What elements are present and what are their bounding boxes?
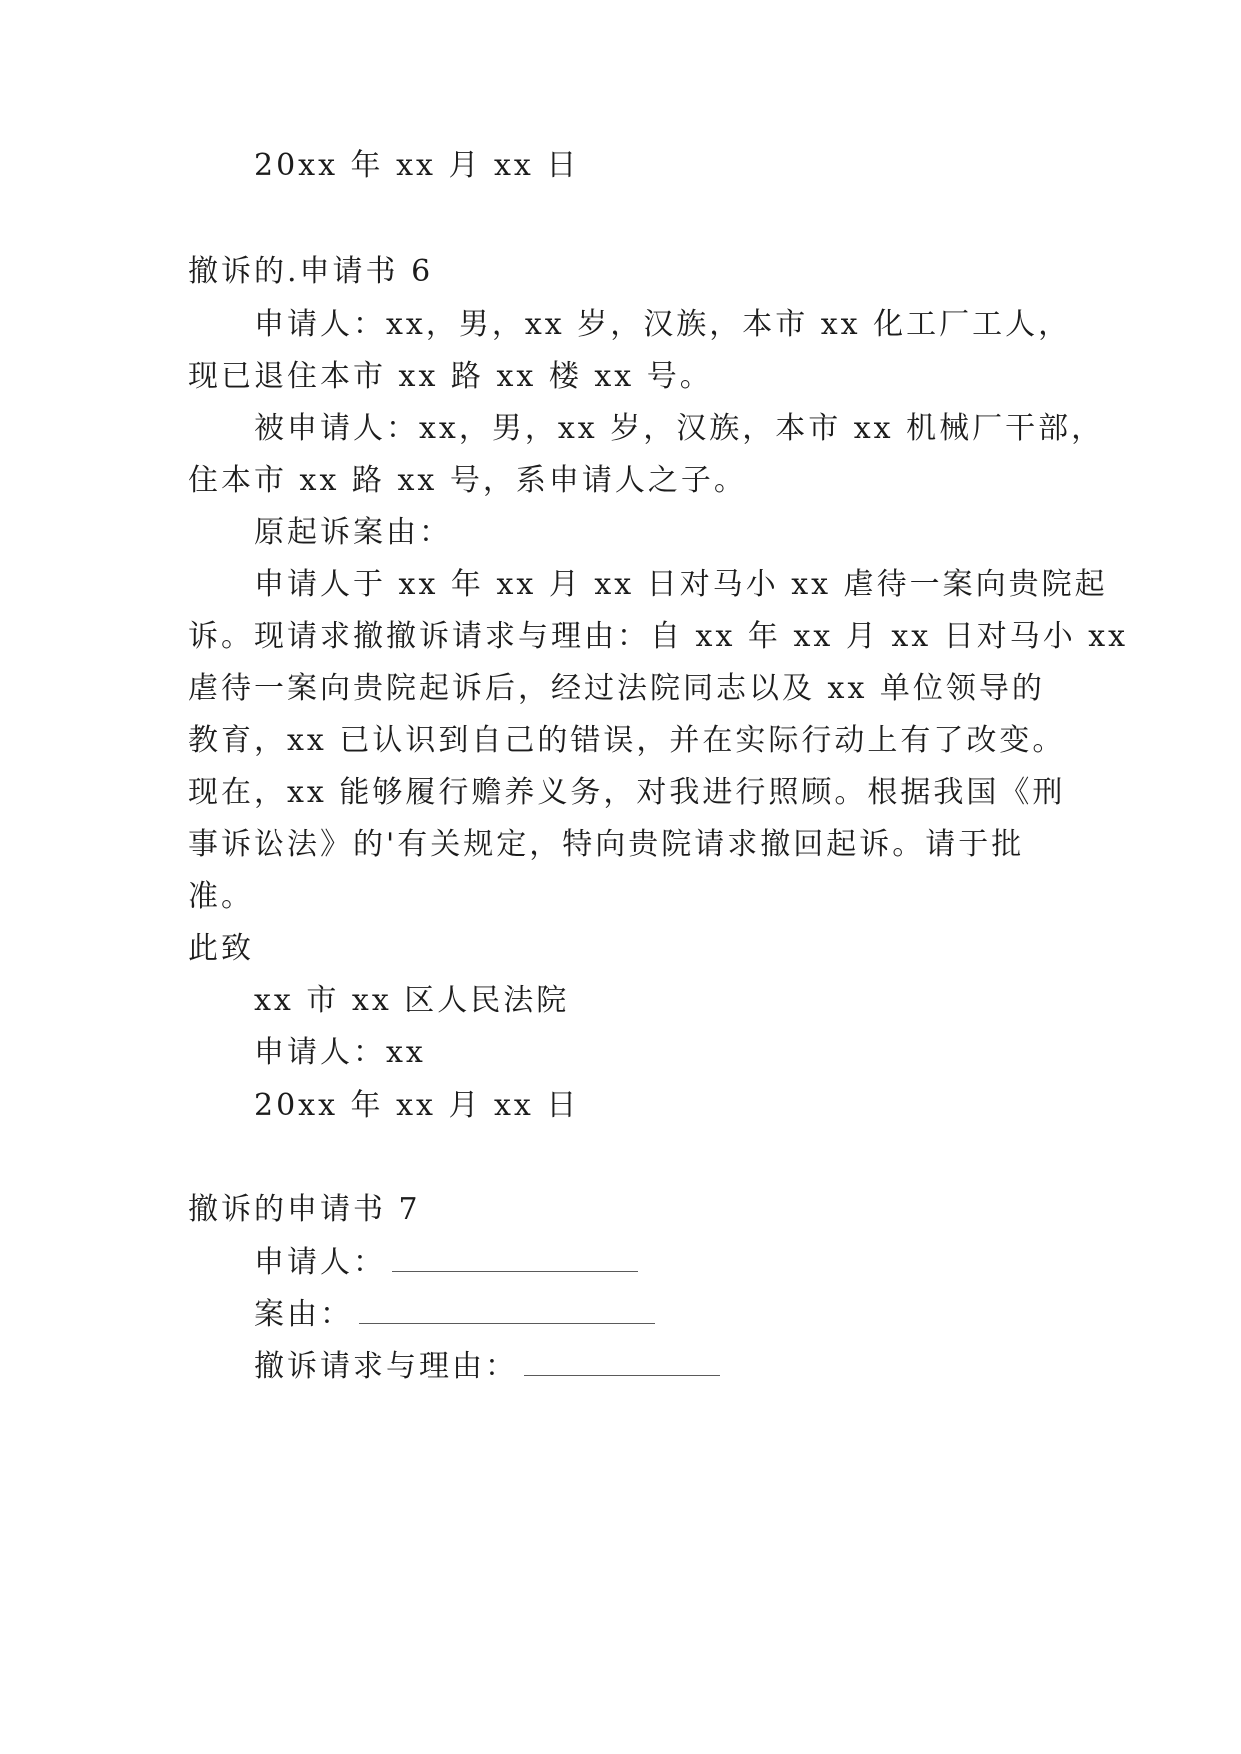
court-name: xx 市 xx 区人民法院 [254, 983, 570, 1018]
section7-title: 撤诉的申请书 7 [188, 1192, 421, 1227]
body-line-5: 现在，xx 能够履行赡养义务，对我进行照顾。根据我国《刑 [188, 775, 1066, 810]
form-cause-blank [359, 1295, 655, 1324]
original-cause-label: 原起诉案由： [254, 515, 452, 550]
respondent-line-1: 被申请人：xx，男，xx 岁，汉族，本市 xx 机械厂干部， [254, 411, 1105, 446]
body-line-4: 教育，xx 已认识到自己的错误，并在实际行动上有了改变。 [188, 723, 1066, 758]
respondent-line-2: 住本市 xx 路 xx 号，系申请人之子。 [188, 463, 747, 498]
form-request-label: 撤诉请求与理由： [254, 1349, 518, 1384]
body-line-7: 准。 [188, 879, 254, 914]
signature: 申请人：xx [254, 1035, 426, 1070]
section6-date: 20xx 年 xx 月 xx 日 [254, 1088, 580, 1123]
form-cause-label: 案由： [254, 1297, 353, 1332]
form-request-row [254, 1347, 720, 1387]
body-line-2: 诉。现请求撤撤诉请求与理由：自 xx 年 xx 月 xx 日对马小 xx [188, 619, 1129, 654]
form-applicant-label: 申请人： [254, 1245, 386, 1280]
body-line-6: 事诉讼法》的'有关规定，特向贵院请求撤回起诉。请于批 [188, 827, 1025, 862]
salutation: 此致 [188, 931, 254, 966]
form-applicant-row [254, 1243, 638, 1283]
form-applicant-blank [392, 1243, 638, 1272]
form-request-blank [524, 1347, 720, 1376]
body-line-1: 申请人于 xx 年 xx 月 xx 日对马小 xx 虐待一案向贵院起 [254, 567, 1108, 602]
body-line-3: 虐待一案向贵院起诉后，经过法院同志以及 xx 单位领导的 [188, 671, 1045, 706]
form-cause-row [254, 1295, 655, 1335]
section6-title: 撤诉的.申请书 6 [188, 254, 434, 289]
top-date: 20xx 年 xx 月 xx 日 [254, 148, 580, 183]
applicant-line-2: 现已退住本市 xx 路 xx 楼 xx 号。 [188, 359, 713, 394]
applicant-line-1: 申请人：xx，男，xx 岁，汉族，本市 xx 化工厂工人， [254, 307, 1072, 342]
